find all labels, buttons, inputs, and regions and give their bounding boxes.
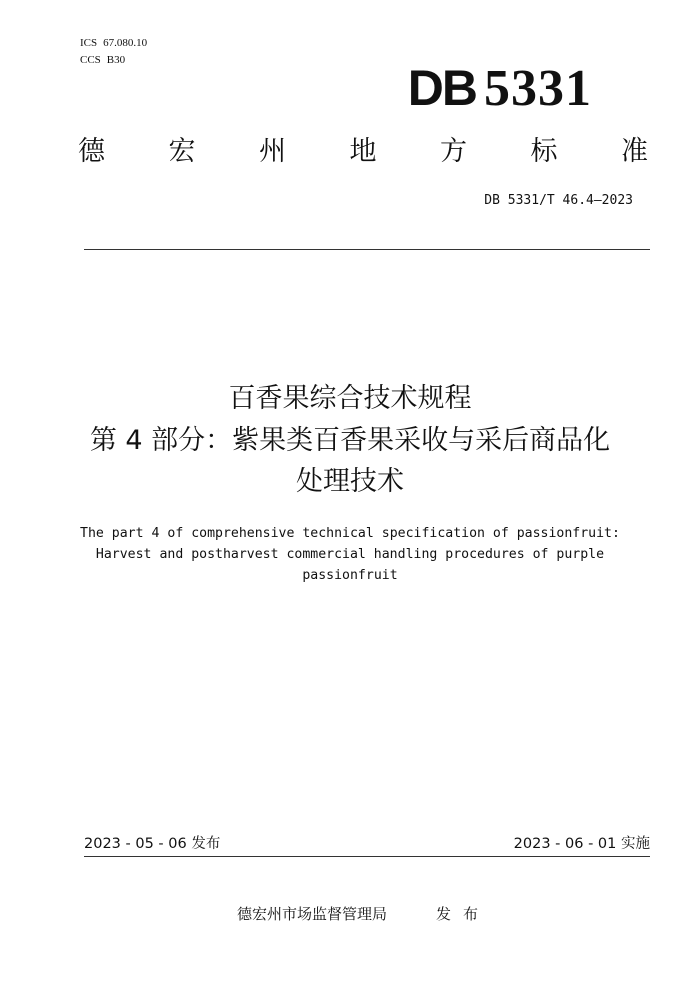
standard-number: DB 5331/T 46.4—2023 bbox=[484, 193, 633, 208]
header-divider bbox=[84, 249, 650, 250]
title-en-line3: passionfruit bbox=[302, 568, 398, 583]
standard-type-char: 宏 bbox=[168, 136, 196, 167]
ics-classification bbox=[80, 36, 147, 50]
implement-date: 2023 - 06 - 01 实施 bbox=[513, 836, 650, 852]
ics-code: 67.080.10 bbox=[103, 37, 148, 49]
db-logo-mark: DB bbox=[407, 60, 476, 116]
title-en-line2: Harvest and postharvest commercial handling procedures of purple bbox=[95, 547, 605, 562]
db-logo-number: 5331 bbox=[484, 60, 592, 117]
ics-label: ICS bbox=[80, 37, 98, 49]
standard-type-char: 准 bbox=[621, 136, 648, 167]
standard-type-heading bbox=[78, 134, 648, 170]
standard-type-char: 州 bbox=[259, 136, 286, 167]
title-zh-subtitle-line1: 第 4 部分：紫果类百香果采收与采后商品化 bbox=[89, 425, 611, 456]
publish-date: 2023 - 05 - 06 发布 bbox=[84, 836, 221, 852]
title-zh-main: 百香果综合技术规程 bbox=[228, 383, 472, 414]
issuing-authority: 德宏州市场监督管理局 bbox=[237, 905, 388, 923]
issuing-action: 发布 bbox=[436, 905, 491, 923]
title-en-line1: The part 4 of comprehensive technical specification of passionfruit: bbox=[80, 526, 620, 541]
ccs-label: CCS bbox=[80, 54, 101, 66]
footer-divider bbox=[84, 856, 650, 857]
db-standard-logo bbox=[408, 58, 592, 119]
standard-type-char: 标 bbox=[530, 136, 558, 167]
standard-type-char: 方 bbox=[440, 136, 467, 167]
standard-type-char: 德 bbox=[78, 136, 105, 167]
title-zh-subtitle-line2: 处理技术 bbox=[296, 466, 404, 497]
ccs-code: B30 bbox=[106, 54, 126, 66]
standard-type-char: 地 bbox=[349, 136, 377, 167]
ccs-classification bbox=[80, 53, 125, 67]
